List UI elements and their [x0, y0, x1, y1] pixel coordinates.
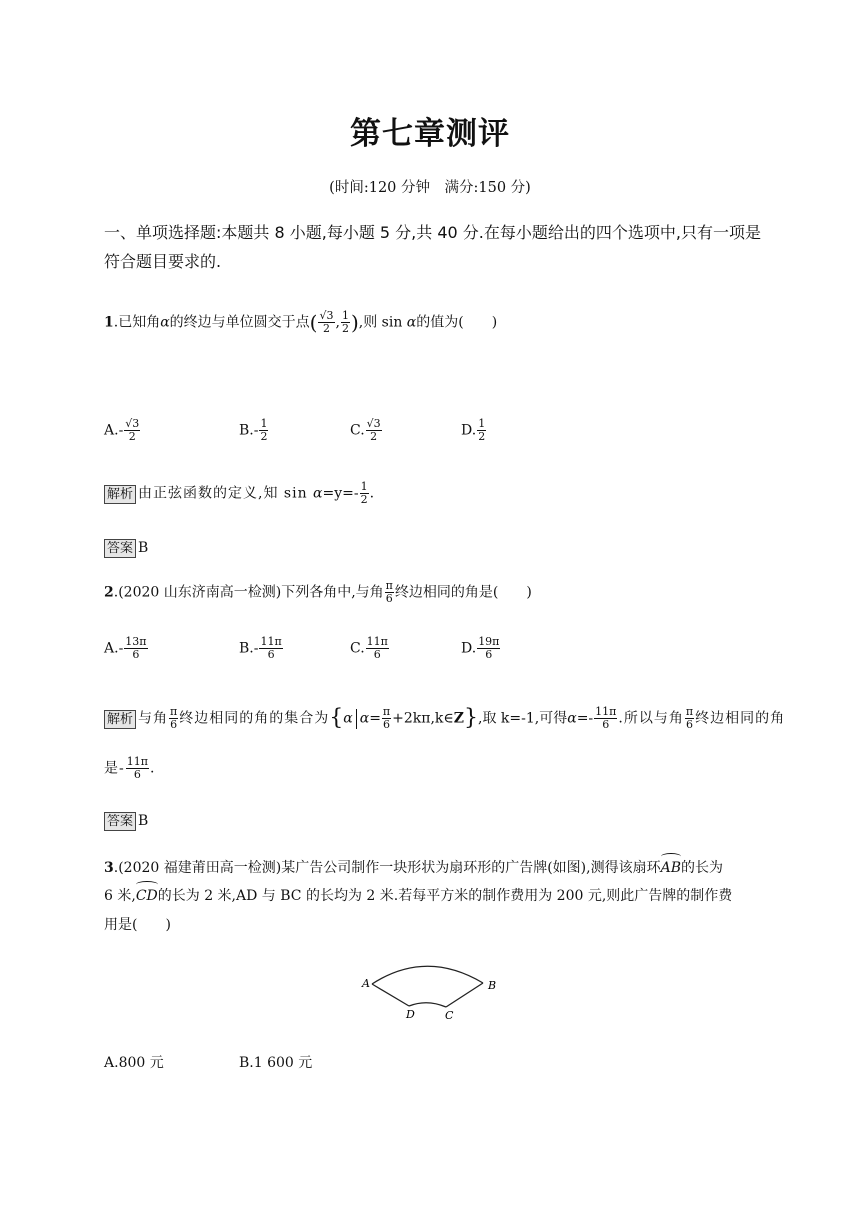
label-b: B: [488, 979, 497, 992]
page-title: 第七章测评: [350, 116, 510, 152]
question-1-stem: 1.已知角α的终边与单位圆交于点( $\frac{√3}{2}$ , $\frac{1}{2}$ ),则 sin α的值为( ): [104, 309, 498, 335]
section-heading: 一、单项选择题:本题共 8 小题,每小题 5 分,共 40 分.在每小题给出的四个选项中,只有一项是符合题目要求的.: [104, 223, 761, 271]
q2-analysis: 解析 与角 $\frac{\pi}{6}$ 终边相同的角的集合为{α α= $\frac{\pi}{6}$ +2kπ,k∈Z},取 k=-1,可得α=- $\frac{11\pi}{6}$ .所以与角 $\frac{\pi}{6}$ 终边相同的角: [104, 706, 785, 731]
exam-info: (时间:120 分钟 满分:150 分): [329, 180, 531, 196]
question-3-line-1: 3.(2020 福建莆田高一检测)某广告公司制作一块形状为扇环形的广告牌(如图),测得该扇环AB的长为: [104, 860, 723, 876]
answer-label: 答案: [104, 812, 136, 831]
question-3-line-3: 用是( ): [104, 917, 171, 933]
q2-option-a: A.- $\frac{13\pi}{6}$: [104, 635, 147, 661]
q1-option-c: C. $\frac{√3}{2}$: [350, 417, 381, 443]
point-x-fraction: $\frac{√3}{2}$: [319, 309, 334, 335]
annular-sector-figure: [355, 955, 505, 1025]
q3-option-b: B.1 600 元: [239, 1055, 313, 1071]
q1-option-d: D. $\frac{1}{2}$: [461, 417, 486, 443]
arc-ab: AB: [660, 860, 681, 876]
label-c: C: [445, 1009, 454, 1022]
q2-answer: 答案 B: [104, 811, 148, 831]
q1-option-b: B.- $\frac{1}{2}$: [239, 417, 268, 443]
question-number: 1: [104, 314, 114, 331]
question-number: 2: [104, 584, 114, 601]
q1-option-a: A.- $\frac{√3}{2}$: [104, 417, 140, 443]
q3-option-a: A.800 元: [104, 1055, 164, 1071]
q2-option-d: D. $\frac{19\pi}{6}$: [461, 635, 500, 661]
answer-label: 答案: [104, 539, 136, 558]
q2-analysis-cont: 是- $\frac{11\pi}{6}$ .: [104, 755, 155, 781]
question-3-line-2: 6 米,CD的长为 2 米,AD 与 BC 的长均为 2 米.若每平方米的制作费用为 200 元,则此广告牌的制作费: [104, 888, 733, 904]
arc-cd: CD: [135, 888, 158, 904]
question-number: 3: [104, 860, 114, 876]
label-d: D: [406, 1008, 415, 1021]
q2-option-c: C. $\frac{11\pi}{6}$: [350, 635, 388, 661]
q2-option-b: B.- $\frac{11\pi}{6}$: [239, 635, 282, 661]
point-y-fraction: $\frac{1}{2}$: [341, 309, 349, 335]
analysis-label: 解析: [104, 485, 136, 504]
label-a: A: [362, 977, 370, 990]
q1-analysis: 解析 由正弦函数的定义,知 sin α=y=- $\frac{1}{2}$ .: [104, 481, 374, 506]
question-2-stem: 2.(2020 山东济南高一检测)下列各角中,与角 $\frac{\pi}{6}$ 终边相同的角是( ): [104, 579, 532, 605]
analysis-label: 解析: [104, 710, 136, 729]
q1-answer: 答案 B: [104, 538, 148, 558]
